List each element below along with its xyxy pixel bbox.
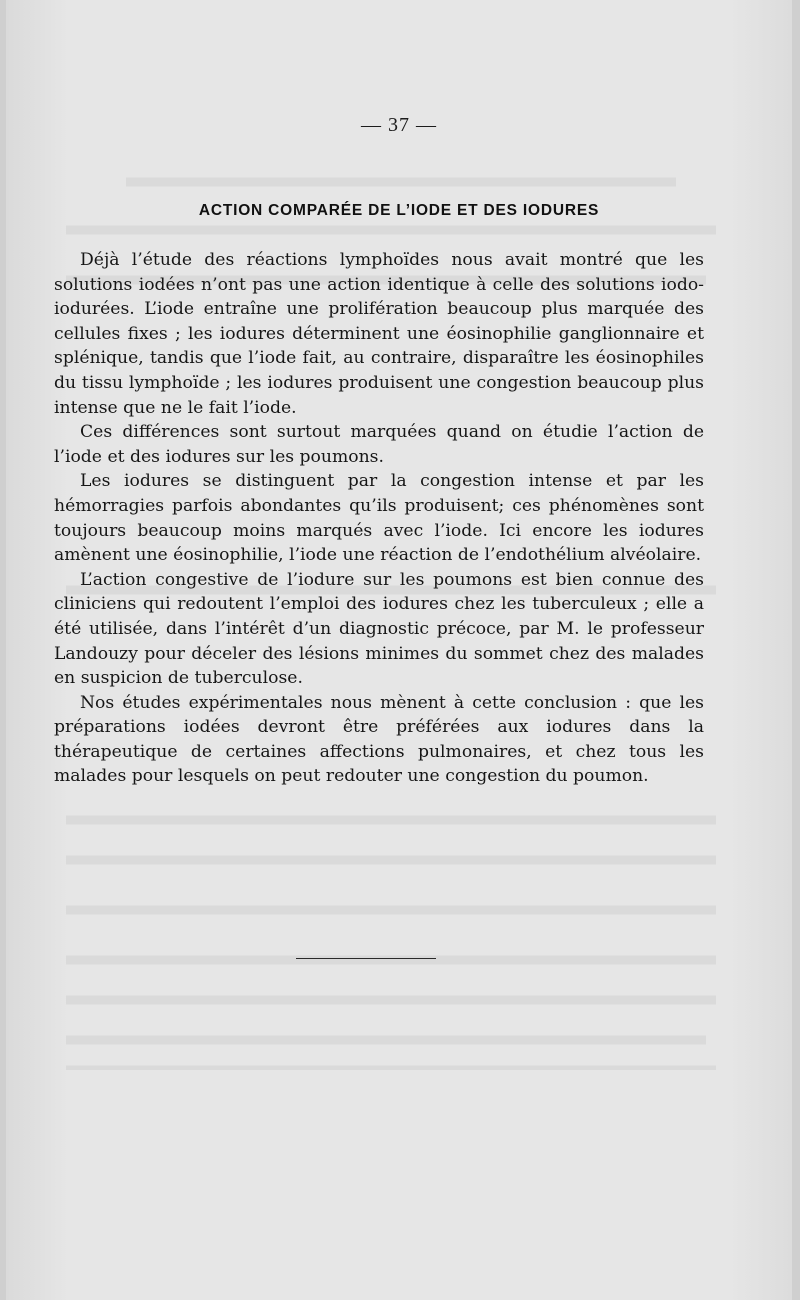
- paragraph: Ces différences sont surtout marquées quand on étudie l’action de l’iode et des iodures sur les poumons.: [54, 422, 704, 467]
- page-number: — 37 —: [361, 114, 437, 136]
- paragraph: Déjà l’étude des réactions lymphoïdes nous avait montré que les solutions iodées n’ont pas une action identique à celle des solutions iodo-iodurées. L’iode entraîne une prolifération beaucoup plus marquée des cellules fixes ; les iodures déterminent une éosinophilie ganglionnaire et splénique, tandis que l’iode fait, au contraire, disparaître les éosinophiles du tissu lymphoïde ; les iodures produisent une congestion beaucoup plus intense que ne le fait l’iode.: [54, 250, 704, 418]
- paragraph: L’action congestive de l’iodure sur les poumons est bien connue des cliniciens qui redoutent l’emploi des iodures chez les tuberculeux ; elle a été utilisée, dans l’intérêt d’un diagnostic précoce, par M. le professeur Landouzy pour déceler des lésions minimes du sommet chez des malades en suspicion de tuberculose.: [54, 569, 704, 689]
- document-page: [6, 0, 792, 1300]
- paragraph: Les iodures se distinguent par la congestion intense et par les hémorragies parfois abondantes qu’ils produisent; ces phénomènes sont toujours beaucoup moins marqués avec l’iode. Ici encore les iodures amènent une éosinophilie, l’iode une réaction de l’endothélium alvéolaire.: [54, 471, 704, 566]
- section-heading: ACTION COMPARÉE DE L’IODE ET DES IODURES: [198, 202, 600, 219]
- paragraph: Nos études expérimentales nous mènent à cette conclusion : que les préparations iodées devront être préférées aux iodures dans la thérapeutique de certaines affections pulmonaires, et chez tous les malades pour lesquels on peut redouter une congestion du poumon.: [54, 692, 704, 787]
- end-rule: [296, 958, 436, 959]
- body-text: [54, 248, 704, 789]
